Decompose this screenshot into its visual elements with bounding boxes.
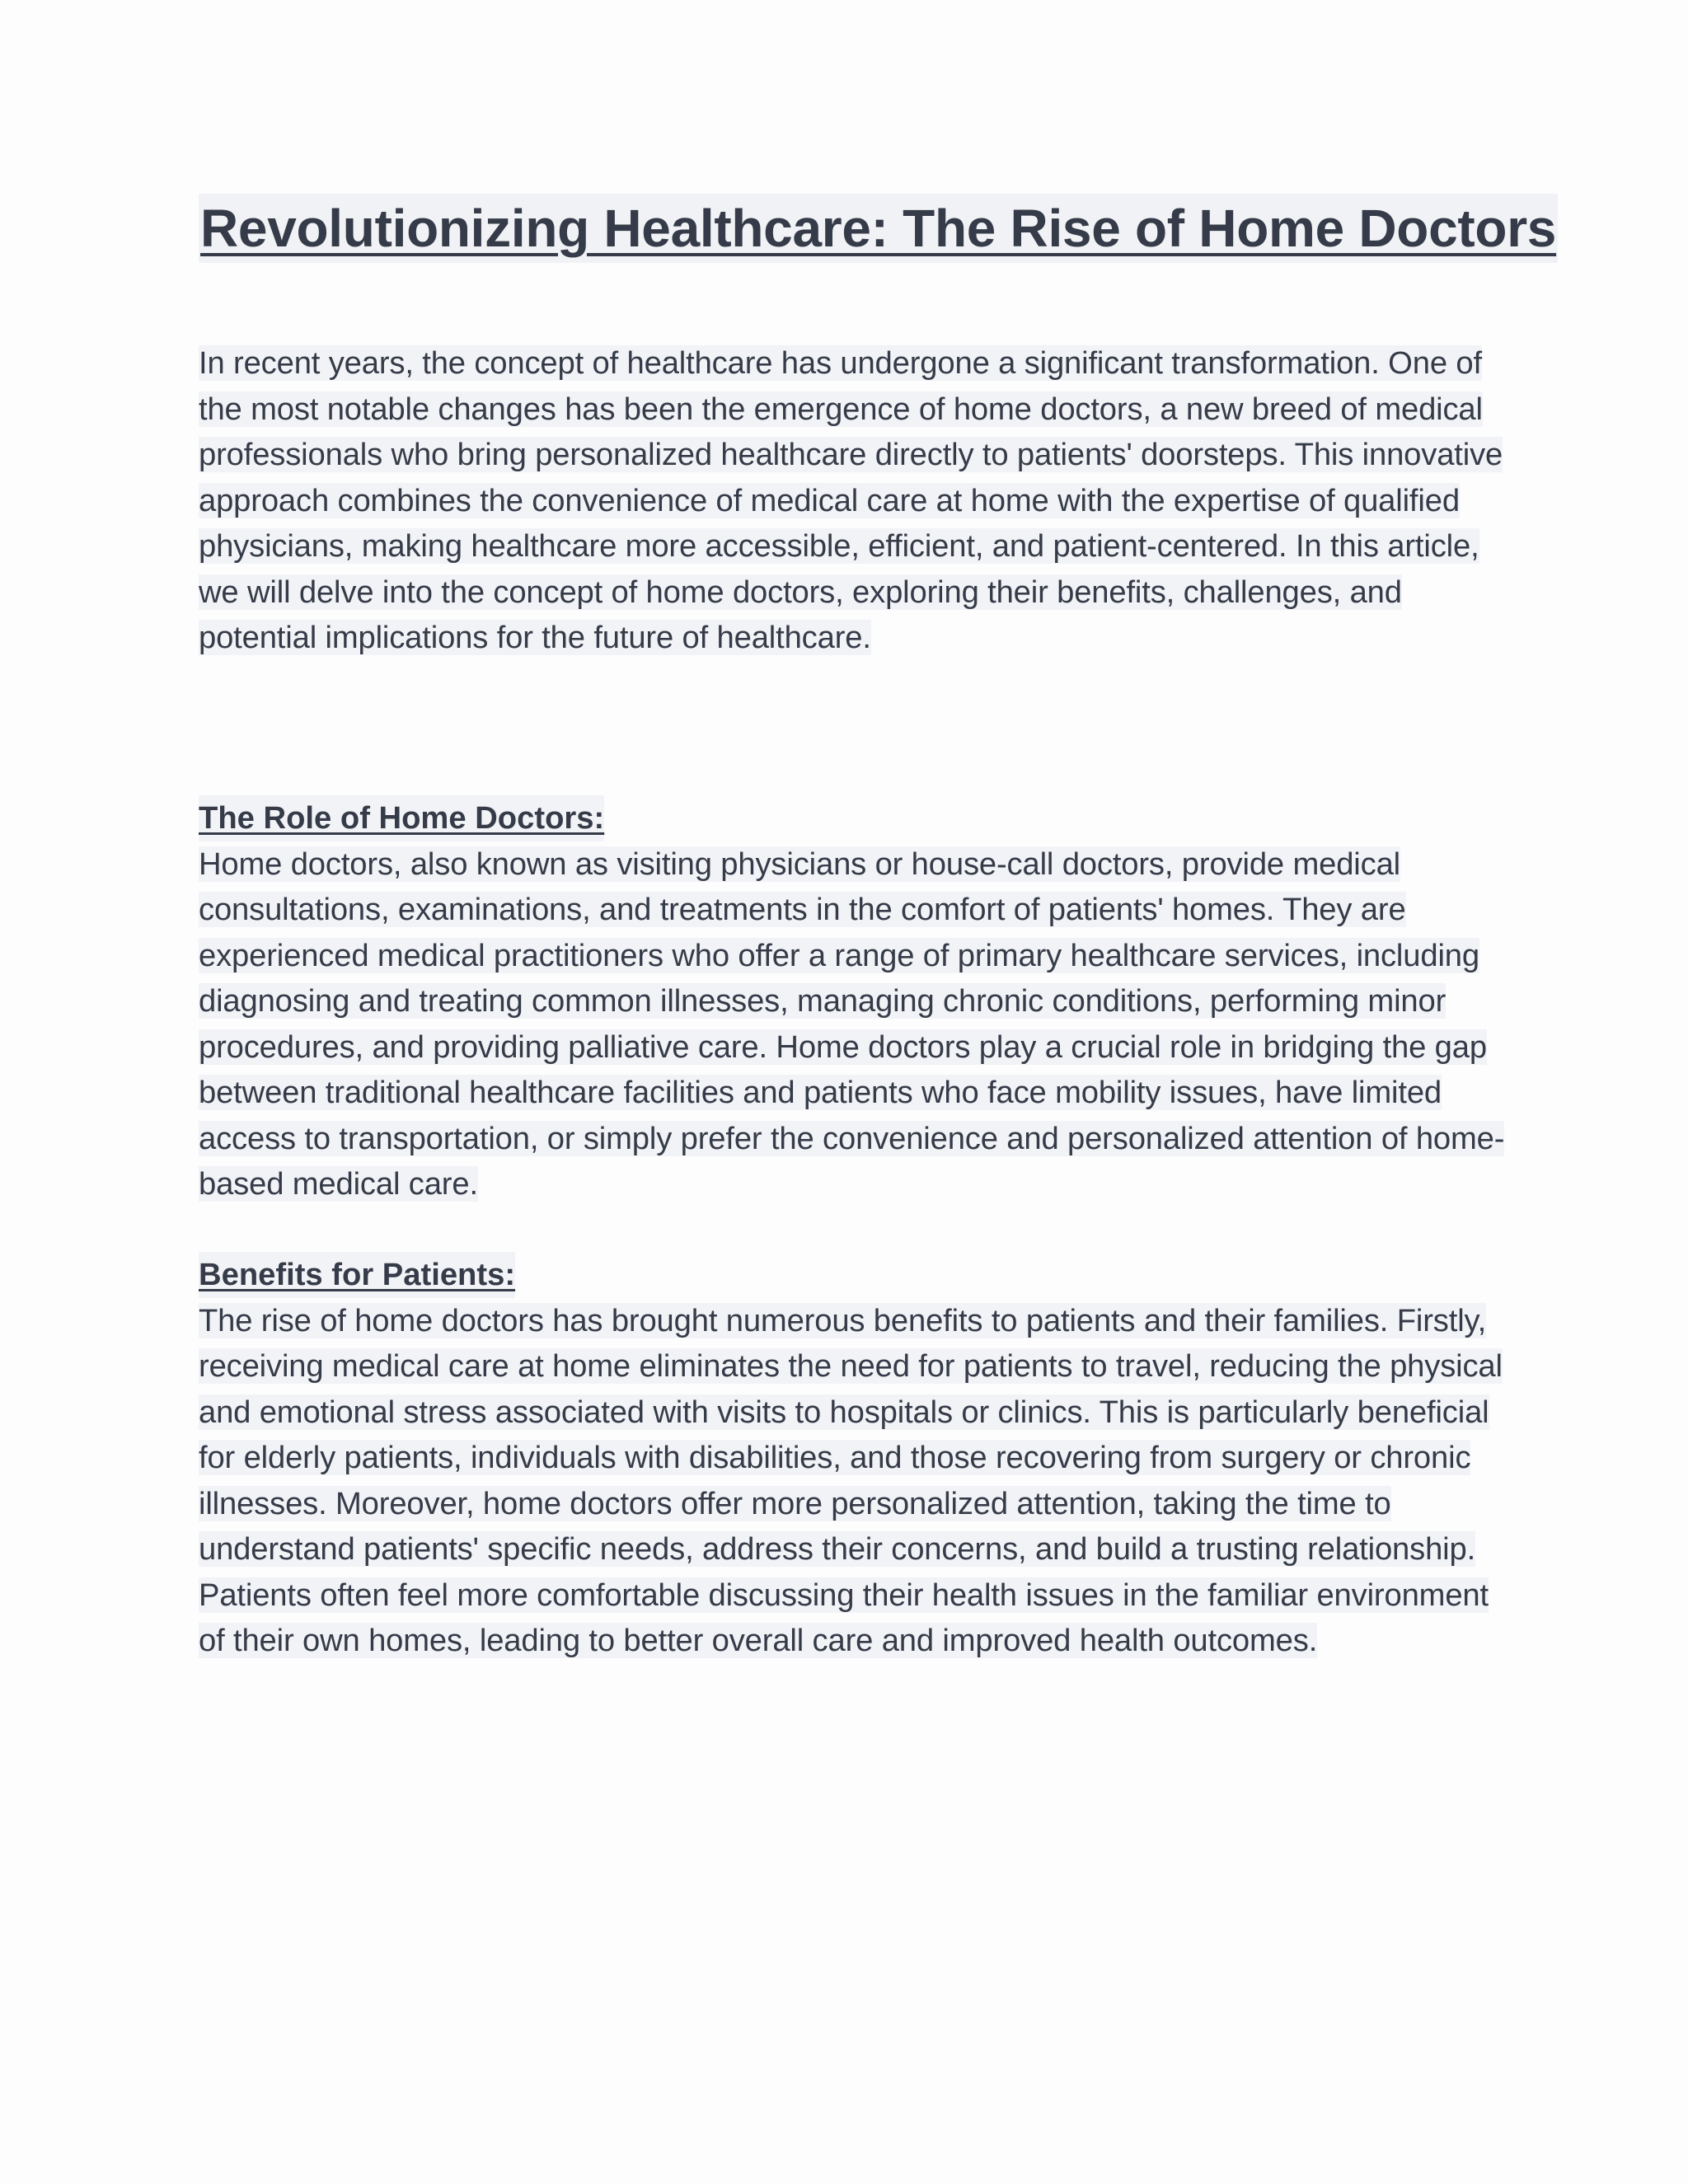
intro-text: In recent years, the concept of healthcare has undergone a significant transformation. One of the most notable changes has been the emergence of home doctors, a new breed of medical professionals who bring personalized healthcare directly to patients' doorsteps. This innovative approach combines the convenience of medical care at home with the expertise of qualified physicians, making healthcare more accessible, efficient, and patient-centered. In this article, we will delve into the concept of home doctors, exploring their benefits, challenges, and potential implications for the future of healthcare.	[199, 345, 1503, 655]
document-title: Revolutionizing Healthcare: The Rise of Home Doctors	[199, 194, 1558, 263]
section-benefits-for-patients	[199, 1252, 1509, 1664]
intro-paragraph	[199, 340, 1509, 661]
document-page	[199, 194, 1557, 1658]
section-paragraph	[199, 1298, 1509, 1664]
section-role-of-home-doctors	[199, 795, 1509, 1207]
section-paragraph	[199, 841, 1509, 1207]
section-heading: Benefits for Patients:	[199, 1252, 515, 1298]
section-body-text: Home doctors, also known as visiting physicians or house-call doctors, provide medical consultations, examinations, and treatments in the comfort of patients' homes. They are experienced medical practitioners who offer a range of primary healthcare services, including diagnosing and treating common illnesses, managing chronic conditions, performing minor procedures, and providing palliative care. Home doctors play a crucial role in bridging the gap between traditional healthcare facilities and patients who face mobility issues, have limited access to transportation, or simply prefer the convenience and personalized attention of home-based medical care.	[199, 846, 1505, 1202]
section-body-text: The rise of home doctors has brought numerous benefits to patients and their families. Firstly, receiving medical care at home eliminates the need for patients to travel, reducing the physical and emotional stress associated with visits to hospitals or clinics. This is particularly beneficial for elderly patients, individuals with disabilities, and those recovering from surgery or chronic illnesses. Moreover, home doctors offer more personalized attention, taking the time to understand patients' specific needs, address their concerns, and build a trusting relationship. Patients often feel more comfortable discussing their health issues in the familiar environment of their own homes, leading to better overall care and improved health outcomes.	[199, 1302, 1503, 1658]
section-heading: The Role of Home Doctors:	[199, 795, 604, 841]
